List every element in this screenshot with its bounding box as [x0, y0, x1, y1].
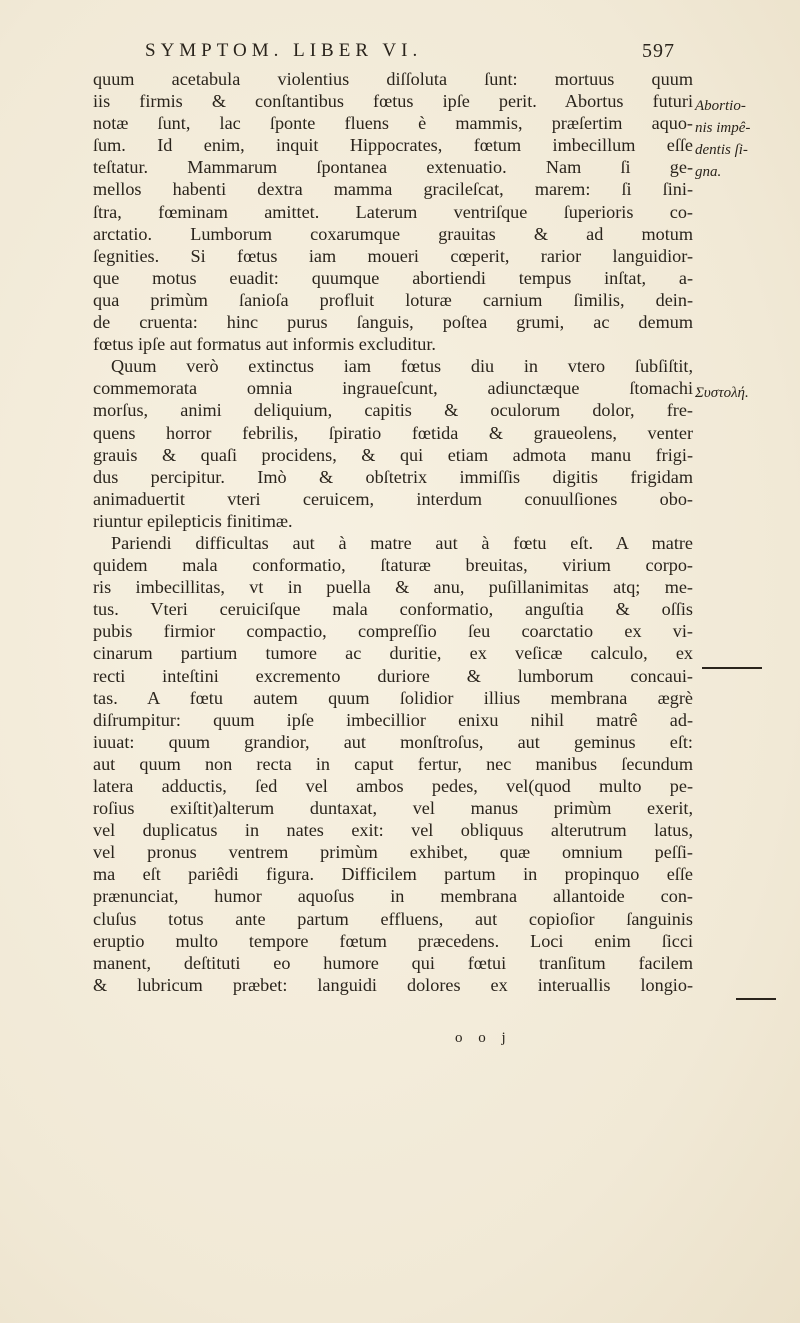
- page-number: 597: [642, 40, 675, 62]
- text-line: vel pronus ventrem primùm exhibet, quæ omnium peſſi-: [93, 842, 693, 863]
- text-line: ſum. Id enim, inquit Hippocrates, fœtum imbecillum eſſe: [93, 135, 693, 156]
- text-line: pubis firmior compactio, compreſſio ſeu coarctatio ex vi-: [93, 621, 693, 642]
- text-line: eruptio multo tempore fœtum præcedens. Loci enim ſicci: [93, 930, 693, 951]
- margin-note-gna: gna.: [695, 164, 722, 180]
- main-text: [93, 68, 693, 996]
- text-line: ſtra, fœminam amittet. Laterum ventriſque ſuperioris co-: [93, 201, 693, 222]
- margin-note-greek: Συστολή.: [695, 385, 749, 401]
- text-line: morſus, animi deliquium, capitis & oculorum dolor, fre-: [93, 400, 693, 421]
- text-line: grauis & quaſi procidens, & qui etiam admota manu frigi-: [93, 444, 693, 465]
- text-line: mellos habenti dextra mamma gracileſcat, marem: ſi ſini-: [93, 179, 693, 200]
- margin-note-abortio: Abortio-: [695, 98, 746, 114]
- paragraph-first-line: Quum verò extinctus iam fœtus diu in vtero ſubſiſtit,: [111, 356, 693, 377]
- text-line: ſegnities. Si fœtus iam moueri cœperit, rarior languidior-: [93, 245, 693, 266]
- text-line: dus percipitur. Imò & obſtetrix immiſſis digitis frigidam: [93, 466, 693, 487]
- text-line: latera adductis, ſed vel ambos pedes, vel(quod multo pe-: [93, 776, 693, 796]
- text-line: quidem mala conformatio, ſtaturæ breuitas, virium corpo-: [93, 555, 693, 576]
- text-line: diſrumpitur: quum ipſe imbecillior enixu nihil matrê ad-: [93, 709, 693, 730]
- text-line: tas. A fœtu autem quum ſolidior illius membrana ægrè: [93, 687, 693, 708]
- text-line: animaduertit vteri ceruicem, interdum conuulſiones obo-: [93, 488, 693, 509]
- text-line: qua primùm ſanioſa profluit loturæ carnium ſimilis, dein-: [93, 289, 693, 310]
- margin-note-impedentis: nis impê-: [695, 120, 751, 136]
- text-line: commemorata omnia ingraueſcunt, adiunctæque ſtomachi: [93, 378, 693, 399]
- running-head: SYMPTOM. LIBER VI.: [145, 40, 423, 61]
- page-header: [115, 40, 675, 66]
- text-line: ris imbecillitas, vt in puella & anu, puſillanimitas atq; me-: [93, 577, 693, 598]
- text-line: vel duplicatus in nates exit: vel obliquus alterutrum latus,: [93, 820, 693, 841]
- text-line: fœtus ipſe aut formatus aut informis excluditur.: [93, 334, 436, 355]
- text-line: & lubricum præbet: languidi dolores ex interuallis longio-: [93, 974, 693, 995]
- text-line: arctatio. Lumborum coxarumque grauitas & ad motum: [93, 223, 693, 244]
- text-line: que motus euadit: quumque abortiendi tempus inſtat, a-: [93, 267, 693, 288]
- text-line: cluſus totus ante partum effluens, aut copioſior ſanguinis: [93, 908, 693, 929]
- text-line: recti inteſtini excremento duriore & lumborum concaui-: [93, 665, 693, 686]
- text-line: roſius exiſtit)alterum duntaxat, vel manus primùm exerit,: [93, 798, 693, 819]
- text-line: tus. Vteri ceruiciſque mala conformatio, anguſtia & oſſis: [93, 599, 693, 620]
- margin-mark: [702, 667, 762, 669]
- paragraph-first-line: Pariendi difficultas aut à matre aut à fœtu eſt. A matre: [111, 532, 693, 553]
- text-line: de cruenta: hinc purus ſanguis, poſtea grumi, ac demum: [93, 312, 693, 333]
- margin-note-dentis: dentis ſi-: [695, 142, 748, 158]
- text-line: aut quum non recta in caput fertur, nec manibus ſecundum: [93, 753, 693, 774]
- text-line: iuuat: quum grandior, aut monſtroſus, aut geminus eſt:: [93, 731, 693, 752]
- text-line: iis firmis & conſtantibus fœtus ipſe perit. Abortus futuri: [93, 91, 693, 112]
- text-line: cinarum partium tumore ac duritie, ex veſicæ calculo, ex: [93, 643, 693, 664]
- catchword: o o j: [455, 1030, 512, 1046]
- text-line: teſtatur. Mammarum ſpontanea extenuatio. Nam ſi ge-: [93, 157, 693, 178]
- text-line: notæ ſunt, lac ſponte fluens è mammis, præſertim aquo-: [93, 113, 693, 134]
- text-line: quens horror febrilis, ſpiratio fœtida & graueolens, venter: [93, 422, 693, 443]
- text-line: prænunciat, humor aquoſus in membrana allantoide con-: [93, 886, 693, 907]
- text-line: quum acetabula violentius diſſoluta ſunt: mortuus quum: [93, 69, 693, 89]
- text-line: manent, deſtituti eo humore qui fœtui tranſitum facilem: [93, 952, 693, 973]
- margin-mark: [736, 998, 776, 1000]
- text-line: riuntur epilepticis finitimæ.: [93, 510, 293, 531]
- text-line: ma eſt pariêdi figura. Difficilem partum in propinquo eſſe: [93, 864, 693, 885]
